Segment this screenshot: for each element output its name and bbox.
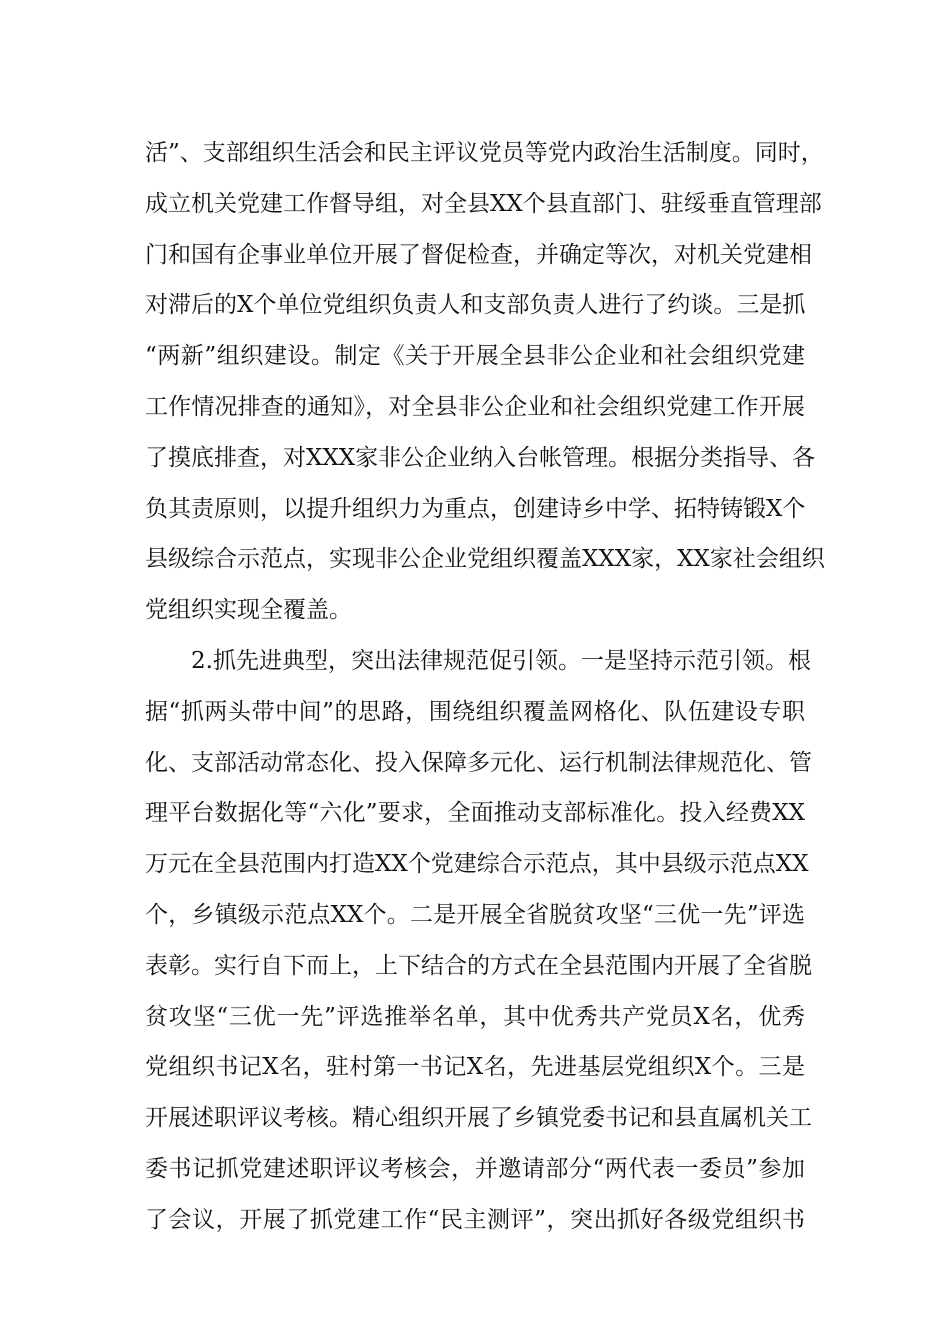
text-line: 了摸底排查，对XXX家非公企业纳入台帐管理。根据分类指导、各 bbox=[145, 444, 816, 471]
text-line: 表彰。实行自下而上，上下结合的方式在全县范围内开展了全省脱 bbox=[145, 952, 812, 979]
text-line: 化、支部活动常态化、投入保障多元化、运行机制法律规范化、管 bbox=[145, 749, 812, 776]
paragraph-2 bbox=[145, 636, 812, 1246]
text-line: 个，乡镇级示范点XX个。二是开展全省脱贫攻坚“三优一先”评选 bbox=[145, 901, 805, 928]
text-line: 2.抓先进典型，突出法律规范促引领。一是坚持示范引领。根 bbox=[191, 647, 811, 674]
text-line: 成立机关党建工作督导组，对全县XX个县直部门、驻绥垂直管理部 bbox=[145, 190, 822, 217]
text-line: 开展述职评议考核。精心组织开展了乡镇党委书记和县直属机关工 bbox=[145, 1105, 812, 1132]
text-line: 对滞后的X个单位党组织负责人和支部负责人进行了约谈。三是抓 bbox=[145, 292, 806, 319]
text-line: 理平台数据化等“六化”要求，全面推动支部标准化。投入经费XX bbox=[145, 800, 805, 827]
text-line: 党组织实现全覆盖。 bbox=[145, 597, 352, 624]
text-line: “两新”组织建设。制定《关于开展全县非公企业和社会组织党建 bbox=[145, 343, 805, 370]
text-line: 据“抓两头带中间”的思路，围绕组织覆盖网格化、队伍建设专职 bbox=[145, 698, 805, 725]
body-text bbox=[145, 128, 825, 1246]
text-line: 委书记抓党建述职评议考核会，并邀请部分“两代表一委员”参加 bbox=[145, 1155, 805, 1182]
text-line: 万元在全县范围内打造XX个党建综合示范点，其中县级示范点XX bbox=[145, 851, 809, 878]
text-line: 活”、支部组织生活会和民主评议党员等党内政治生活制度。同时， bbox=[145, 140, 824, 166]
text-line: 贫攻坚“三优一先”评选推举名单，其中优秀共产党员X名，优秀 bbox=[145, 1003, 805, 1030]
text-line: 县级综合示范点，实现非公企业党组织覆盖XXX家，XX家社会组织 bbox=[145, 546, 825, 573]
text-line: 门和国有企事业单位开展了督促检查，并确定等次，对机关党建相 bbox=[145, 241, 812, 268]
paragraph-1 bbox=[145, 128, 825, 636]
text-line: 工作情况排查的通知》，对全县非公企业和社会组织党建工作开展 bbox=[145, 393, 805, 420]
text-line: 负其责原则，以提升组织力为重点，创建诗乡中学、拓特铸锻X个 bbox=[145, 495, 806, 522]
text-line: 了会议，开展了抓党建工作“民主测评”，突出抓好各级党组织书 bbox=[145, 1206, 805, 1233]
text-line: 党组织书记X名，驻村第一书记X名，先进基层党组织X个。三是 bbox=[145, 1054, 805, 1081]
